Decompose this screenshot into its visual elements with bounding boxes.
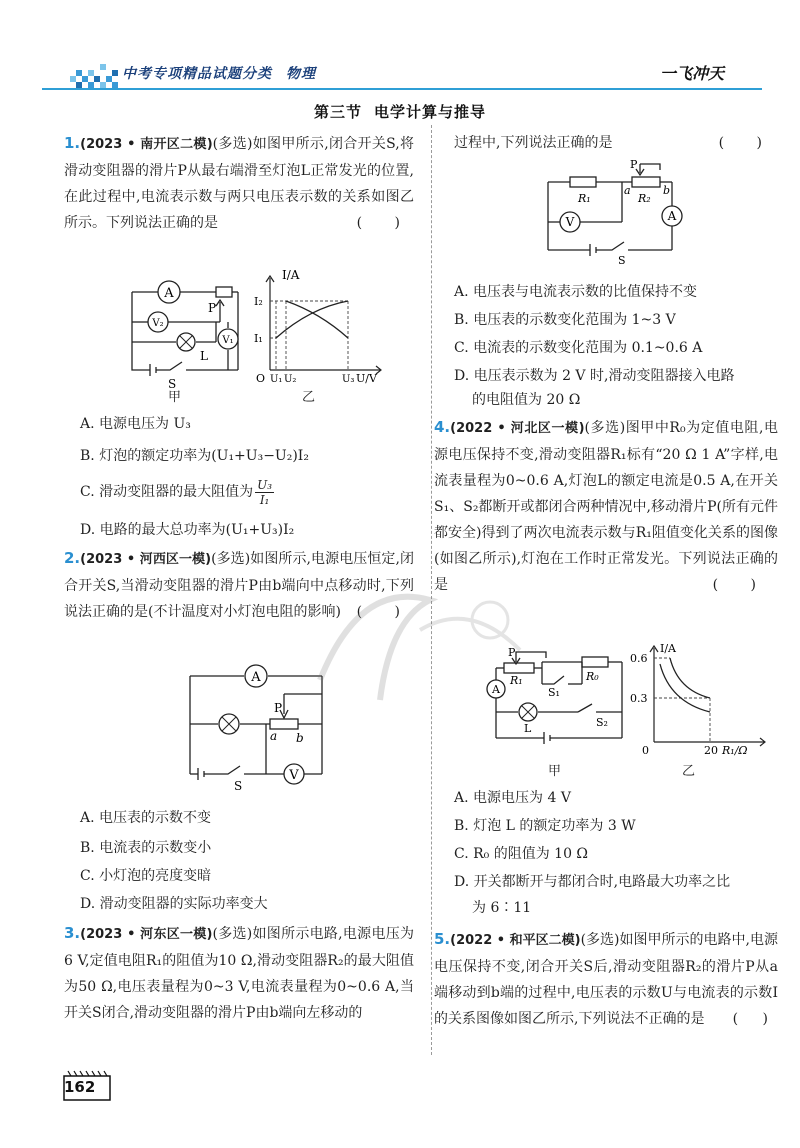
q3-option-c[interactable]: C. 电流表的示数变化范围为 0.1~0.6 A	[454, 340, 703, 356]
q5-answer-paren[interactable]: ( )	[732, 1011, 778, 1027]
q3-number: 3.	[64, 924, 81, 942]
q5-number: 5.	[434, 930, 451, 948]
q1-option-c-text: C. 滑动变阻器的最大阻值为	[80, 484, 254, 500]
q4-graph-ylabel: I/A	[660, 642, 676, 655]
q4-number: 4.	[434, 418, 451, 436]
q2-number: 2.	[64, 549, 81, 567]
q1-text: (多选)如图甲所示,闭合开关S,将滑动变阻器的滑片P从最右端滑至灯泡L正常发光的位置,在此过程中,电流表示数与两只电压表示数的关系如图乙所示。下列说法正确的是	[64, 136, 414, 231]
q2-option-b[interactable]: B. 电流表的示数变小	[80, 840, 212, 856]
series-title: 中考专项精品试题分类	[122, 66, 272, 82]
q3-text-right: 过程中,下列说法正确的是	[454, 135, 613, 151]
q4-graph-ytop: 0.6	[630, 652, 648, 665]
q3-switch-label: S	[618, 254, 626, 264]
q3-source: (2023 • 河东区一模)	[80, 927, 213, 942]
q1-frac-den: I₁	[259, 492, 270, 507]
q2-source: (2023 • 河西区一模)	[80, 552, 212, 567]
q4-s1-label: S₁	[548, 686, 560, 699]
q2-option-d[interactable]: D. 滑动变阻器的实际功率变大	[80, 896, 268, 912]
q4-fig-a-caption: 甲	[548, 764, 562, 779]
q4-option-d-cont: 为 6∶11	[472, 900, 532, 916]
section-number: 第三节	[313, 103, 362, 121]
q4-graph-origin: 0	[642, 744, 649, 757]
header-checker-icon	[70, 62, 120, 88]
q1-fig-b-caption: 乙	[302, 390, 316, 405]
q4-r1-label: R₁	[510, 674, 523, 687]
q1-graph-i2: I₂	[254, 295, 263, 308]
q3-r1-label: R₁	[578, 192, 591, 205]
q1-graph-xlabel: U/V	[356, 372, 377, 384]
q1-option-c-fraction	[255, 478, 274, 507]
q4-option-d[interactable]: D. 开关都断开与都闭合时,电路最大功率之比	[454, 874, 731, 890]
q4-circuit-diagram	[482, 644, 632, 756]
q2-answer-paren[interactable]: ( )	[356, 604, 414, 620]
page-number: 162	[64, 1078, 96, 1096]
q4-graph-xlabel: R₁/Ω	[722, 744, 748, 757]
q3-option-a[interactable]: A. 电压表与电流表示数的比值保持不变	[454, 284, 698, 300]
q2-end-b: b	[296, 731, 304, 745]
q3-end-b: b	[663, 184, 671, 197]
q5-text: (多选)如图甲所示的电路中,电源电压保持不变,闭合开关S后,滑动变阻器R₂的滑片P从a端移动到b端的过程中,电压表的示数U与电流表的示数I的关系图像如图乙所示,下列说法不正确的是	[434, 932, 778, 1027]
q4-s2-label: S₂	[596, 716, 608, 729]
q4-text: (多选)图甲中R₀为定值电阻,电源电压保持不变,滑动变阻器R₁标有“20 Ω 1 A”字样,电流表量程为0~0.6 A,灯泡L的额定电流是0.5 A,在开关S₁、S₂都断开或都闭合两种情况中,移动滑片P(所有元件都安全)得到了两次电流表示数与R₁阻值变化关系的图像(如图乙所示),灯泡在工作时正常发光。下列说法正确的是	[434, 420, 778, 593]
q1-circuit-diagram	[120, 270, 250, 390]
q3-option-d-cont: 的电阻值为 20 Ω	[472, 392, 581, 408]
q1-slider-label: P	[208, 301, 217, 315]
q1-answer-paren[interactable]: ( )	[356, 215, 414, 231]
q4-slider-label: P	[508, 646, 516, 659]
q1-stem	[64, 130, 414, 236]
q4-option-c[interactable]: C. R₀ 的阻值为 10 Ω	[454, 846, 589, 862]
header-series	[122, 63, 316, 83]
q4-option-b[interactable]: B. 灯泡 L 的额定功率为 3 W	[454, 818, 636, 834]
q3-answer-paren[interactable]: ( )	[718, 135, 776, 151]
q4-ammeter-label: A	[492, 683, 500, 696]
q4-fig-b-caption: 乙	[682, 764, 696, 779]
q1-ammeter-label: A	[164, 286, 174, 301]
q1-option-a[interactable]: A. 电源电压为 U₃	[80, 416, 191, 432]
q2-end-a: a	[270, 729, 278, 743]
q2-option-c[interactable]: C. 小灯泡的亮度变暗	[80, 868, 212, 884]
q2-ammeter-label: A	[251, 670, 261, 685]
q1-option-d[interactable]: D. 电路的最大总功率为(U₁+U₃)I₂	[80, 522, 295, 538]
q2-voltmeter-label: V	[289, 768, 299, 783]
q2-slider-label: P	[274, 701, 283, 715]
q1-lamp-label: L	[200, 349, 208, 363]
q3-ammeter-label: A	[667, 209, 677, 223]
q4-stem	[434, 414, 778, 598]
q2-text: (多选)如图所示,电源电压恒定,闭合开关S,当滑动变阻器的滑片P由b端向中点移动时,下列说法正确的是(不计温度对小灯泡电阻的影响)	[64, 551, 414, 620]
subject-label: 物理	[286, 66, 316, 82]
q1-graph-ylabel: I/A	[282, 268, 300, 282]
q4-graph-xend: 20	[704, 744, 718, 757]
q3-slider-label: P	[630, 158, 638, 171]
q5-stem	[434, 926, 778, 1032]
q1-graph-u3: U₃	[342, 374, 355, 384]
q4-graph-ymid: 0.3	[630, 692, 648, 705]
q2-switch-label: S	[234, 779, 243, 792]
q4-lamp-label: L	[524, 722, 532, 735]
q3-end-a: a	[624, 184, 631, 197]
q1-frac-num: U₃	[257, 477, 273, 492]
q3-circuit-diagram	[540, 158, 690, 264]
q1-option-b[interactable]: B. 灯泡的额定功率为(U₁+U₃−U₂)I₂	[80, 448, 309, 464]
q3-option-b[interactable]: B. 电压表的示数变化范围为 1~3 V	[454, 312, 676, 328]
q4-source: (2022 • 河北区一模)	[450, 421, 585, 436]
q1-option-c[interactable]	[80, 474, 276, 510]
q1-graph-origin: O	[256, 372, 266, 384]
q5-source: (2022 • 和平区二模)	[450, 933, 581, 948]
q1-fig-a-caption: 甲	[168, 390, 182, 405]
q1-graph	[250, 268, 390, 384]
q3-stem	[64, 920, 414, 1026]
q4-option-a[interactable]: A. 电源电压为 4 V	[454, 790, 571, 806]
q2-option-a[interactable]: A. 电压表的示数不变	[80, 810, 212, 826]
q3-text-left: (多选)如图所示电路,电源电压为6 V,定值电阻R₁的阻值为10 Ω,滑动变阻器R₂的最大阻值为50 Ω,电压表量程为0~3 V,电流表量程为0~0.6 A,当开关S闭合,滑动变阻器的滑片P由b端向左移动的	[64, 926, 414, 1021]
q1-switch-label: S	[168, 377, 177, 390]
q1-v2-label: V₂	[152, 318, 164, 329]
q1-source: (2023 • 南开区二模)	[80, 137, 213, 152]
brand-logo: 一飞冲天	[660, 64, 725, 83]
q3-stem-cont	[454, 130, 784, 156]
section-name: 电学计算与推导	[374, 103, 487, 121]
q1-v1-label: V₁	[222, 335, 234, 346]
q1-graph-u1: U₁	[270, 374, 283, 384]
q4-answer-paren[interactable]: ( )	[712, 577, 770, 593]
q1-graph-u2: U₂	[284, 374, 297, 384]
q4-graph	[630, 642, 780, 758]
q1-graph-i1: I₁	[254, 332, 263, 345]
q3-r2-label: R₂	[638, 192, 651, 205]
q1-number: 1.	[64, 134, 81, 152]
q3-option-d[interactable]: D. 电压表示数为 2 V 时,滑动变阻器接入电路	[454, 368, 735, 384]
q4-r0-label: R₀	[586, 670, 599, 683]
q3-voltmeter-label: V	[565, 215, 575, 229]
section-title	[0, 101, 800, 122]
